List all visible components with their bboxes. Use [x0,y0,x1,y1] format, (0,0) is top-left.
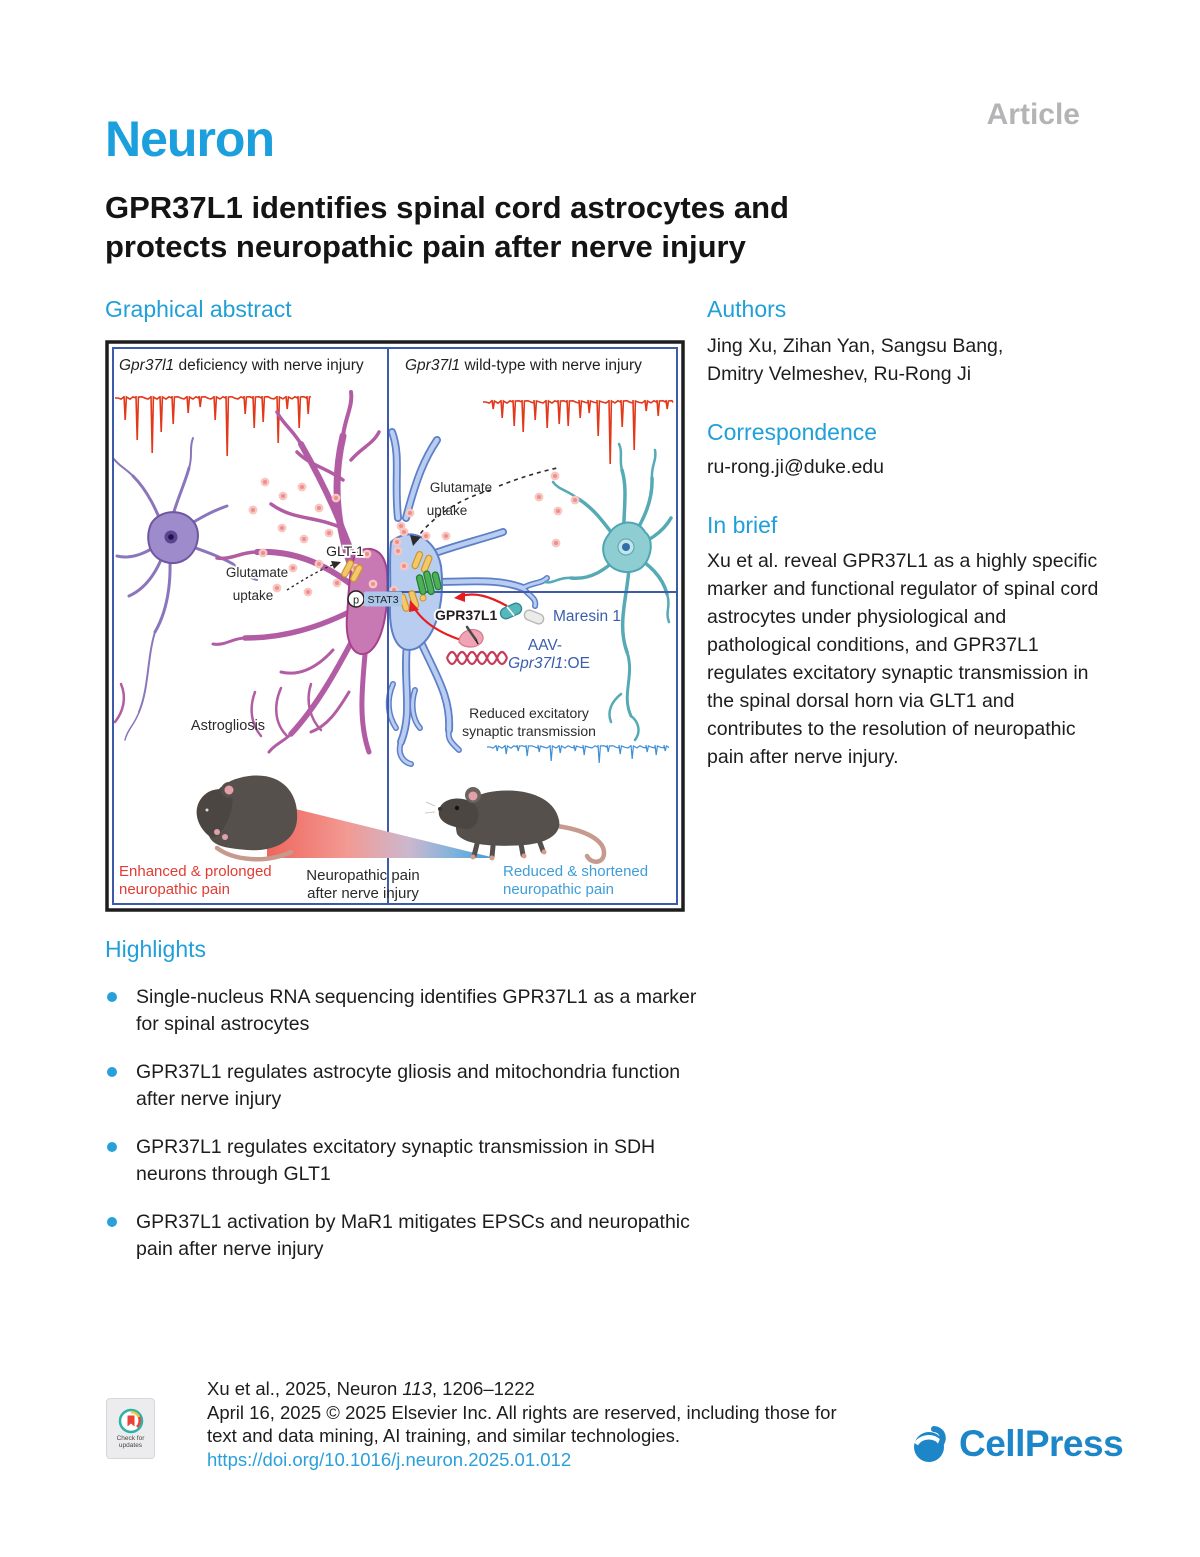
bullet-icon [107,1067,117,1077]
graphical-abstract-svg [105,340,685,912]
reduced-pain-line2: neuropathic pain [503,881,614,898]
citation-block [207,1377,837,1471]
cellpress-logo-text: CellPress [959,1423,1124,1464]
citation-prefix: Xu et al., 2025, Neuron [207,1378,403,1399]
citation-line [207,1377,837,1401]
highlights-section [105,936,705,1263]
badge-line1: Check for [116,1434,145,1442]
highlight-text: GPR37L1 regulates astrocyte gliosis and mitochondria function after nerve injury [136,1061,681,1110]
correspondence-heading: Correspondence [707,419,878,445]
correspondence-email[interactable]: ru-rong.ji@duke.edu [707,456,884,478]
highlight-item [105,1134,705,1188]
rights-line2: text and data mining, AI training, and similar technologies. [207,1425,681,1446]
authors-names [707,332,1099,388]
cellpress-logo-mark [908,1420,954,1468]
info-column [707,296,1099,771]
glutamate-uptake-left-line1: Glutamate [225,565,289,580]
neuropathic-pain-line1: Neuropathic pain [306,867,420,884]
citation-suffix: , 1206–1222 [431,1378,535,1399]
graphical-abstract-figure [105,340,685,912]
check-for-updates-icon [118,1408,144,1434]
gpr37l1-label: GPR37L1 [435,607,498,623]
highlight-text: Single-nucleus RNA sequencing identifies GPR37L1 as a marker for spinal astrocytes [136,986,697,1035]
check-for-updates-badge[interactable] [106,1398,155,1459]
reduced-excitatory-line2: synaptic transmission [462,723,596,739]
highlights-heading: Highlights [105,936,206,962]
left-panel-title: Gpr37l1 deficiency with nerve injury [119,357,364,374]
bullet-icon [107,1217,117,1227]
enhanced-pain-line2: neuropathic pain [119,881,230,898]
graphical-abstract-heading: Graphical abstract [105,296,292,322]
highlight-item [105,1059,705,1113]
highlight-text: GPR37L1 regulates excitatory synaptic transmission in SDH neurons through GLT1 [136,1136,656,1185]
mouse-right-ear [469,792,478,801]
authors-heading: Authors [707,296,787,322]
receptor-dot [420,595,426,601]
article-type-label: Article [986,98,1080,131]
paper-title [105,188,789,266]
reduced-pain-line1: Reduced & shortened [503,863,649,880]
bullet-icon [107,992,117,1002]
authors-line1: Jing Xu, Zihan Yan, Sangsu Bang, [707,335,1004,357]
right-panel-title: Gpr37l1 wild-type with nerve injury [405,357,642,374]
cellpress-logo [908,1420,1123,1468]
rights-line1: April 16, 2025 © 2025 Elsevier Inc. All rights are reserved, including those for [207,1401,837,1423]
glt1-label: GLT-1 [326,543,364,559]
doi-link[interactable]: https://doi.org/10.1016/j.neuron.2025.01.012 [207,1448,572,1470]
authors-line2: Dmitry Velmeshev, Ru-Rong Ji [707,363,972,385]
neuropathic-pain-line2: after nerve injury [307,885,419,902]
reduced-excitatory-line1: Reduced excitatory [469,705,589,721]
mouse-left-ear [225,786,234,795]
paper-title-line2: protects neuropathic pain after nerve injury [105,229,746,264]
bullet-icon [107,1142,117,1152]
journal-logo: Neuron [105,111,274,167]
citation-volume: 113 [402,1378,432,1399]
highlight-item [105,1209,705,1263]
glutamate-uptake-right-line1: Glutamate [429,480,493,495]
astrogliosis-label: Astrogliosis [190,718,266,734]
in-brief-heading: In brief [707,512,778,538]
neuron-left-nucleolus [168,534,174,540]
maresin-label: Maresin 1 [553,608,622,625]
badge-label [117,1435,145,1450]
in-brief-text: Xu et al. reveal GPR37L1 as a highly specific marker and functional regulator of spinal cord astrocytes under physiological and pathological conditions, and GPR37L1 regulates excitatory synaptic transmission in the spinal dorsal horn via GLT1 and contributes to the resolution of neuropathic pain after nerve injury. [707,550,1099,768]
aav-label-line1: AAV- [527,637,563,654]
enhanced-pain-line1: Enhanced & prolonged [119,863,272,880]
pstat3-label: STAT3 [367,594,399,606]
paper-title-line1: GPR37L1 identifies spinal cord astrocytes and [105,190,789,225]
pstat3-p: p [352,594,360,607]
neuron-right-nucleolus [622,543,630,551]
badge-line2: updates [118,1442,143,1449]
aav-label-line2: Gpr37l1:OE [508,655,590,672]
highlight-item [105,984,705,1038]
highlight-text: GPR37L1 activation by MaR1 mitigates EPSCs and neuropathic pain after nerve injury [136,1211,690,1260]
glutamate-uptake-left-line2: uptake [232,588,274,603]
glutamate-uptake-right-line2: uptake [426,503,468,518]
